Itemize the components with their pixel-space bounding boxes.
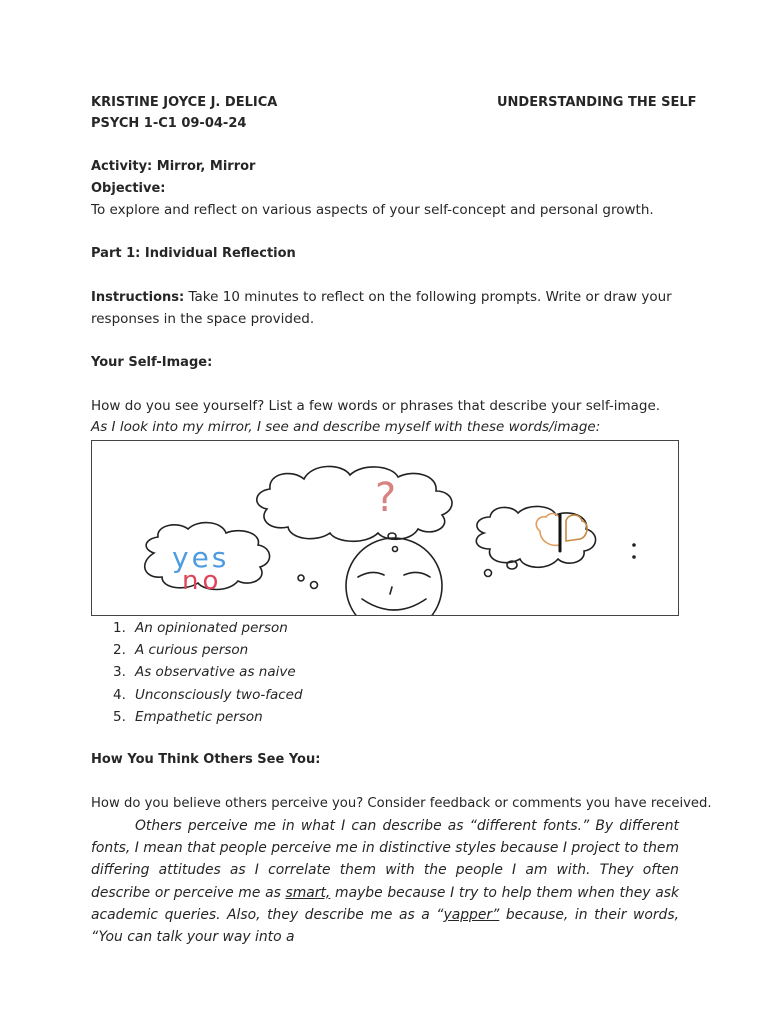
- face-nose: [390, 587, 392, 594]
- self-image-drawing: [91, 440, 679, 616]
- course-line: PSYCH 1-C1 09-04-24: [91, 116, 247, 131]
- top-thought-cloud: [257, 466, 452, 541]
- instructions-text-1: Take 10 minutes to reflect on the following prompts. Write or draw your: [184, 289, 672, 305]
- split-head-icon: [536, 514, 560, 546]
- activity-title: Activity: Mirror, Mirror: [91, 159, 256, 174]
- objective-text: To explore and reflect on various aspects of your self-concept and personal growth.: [91, 202, 654, 218]
- no-text: no: [182, 566, 223, 596]
- paragraph-text-c: because, in their words, “You can talk your way into a: [91, 906, 680, 946]
- paragraph-text-a: Others perceive me in what I can describe as “different fonts.” By different fonts, I mean that people perceive me in distinctive styles because I project to them differing attitudes as I correlate them with the people I am with. They often describe or perceive me as: [91, 818, 679, 901]
- thought-bubble-dot: [311, 582, 318, 589]
- self-image-heading: Your Self-Image:: [91, 355, 213, 370]
- instructions-line-1: [91, 288, 672, 307]
- paragraph-yapper: yapper”: [443, 906, 500, 923]
- instructions-label: Instructions:: [91, 290, 185, 305]
- yes-text: yes: [172, 541, 230, 574]
- thought-bubble-dot: [393, 547, 398, 552]
- instructions-line-2: responses in the space provided.: [91, 311, 315, 327]
- others-paragraph: [91, 815, 679, 948]
- self-image-prompt: How do you see yourself? List a few words or phrases that describe your self-image.: [91, 398, 661, 414]
- paragraph-smart: smart,: [285, 884, 331, 901]
- others-prompt: How do you believe others perceive you? Consider feedback or comments you have received.: [91, 796, 712, 811]
- thought-bubble-dot: [485, 570, 492, 577]
- face-mouth: [362, 599, 426, 610]
- question-mark-text: ?: [375, 475, 397, 521]
- objective-label: Objective:: [91, 181, 166, 196]
- face-eye: [404, 572, 430, 577]
- thought-cloud-sketch: [92, 441, 678, 615]
- stray-dot: [633, 556, 635, 558]
- face-eye: [358, 572, 384, 577]
- author-name: KRISTINE JOYCE J. DELICA: [91, 95, 278, 110]
- stray-dot: [633, 544, 635, 546]
- others-heading: How You Think Others See You:: [91, 752, 321, 767]
- self-image-lead: As I look into my mirror, I see and describe myself with these words/image:: [91, 419, 601, 435]
- thought-bubble-dot: [298, 575, 304, 581]
- subject-title: UNDERSTANDING THE SELF: [497, 95, 697, 110]
- paragraph-text-b: maybe because I try to help them when they ask academic queries. Also, they describe me as a “: [91, 884, 679, 923]
- part1-heading: Part 1: Individual Reflection: [91, 246, 296, 261]
